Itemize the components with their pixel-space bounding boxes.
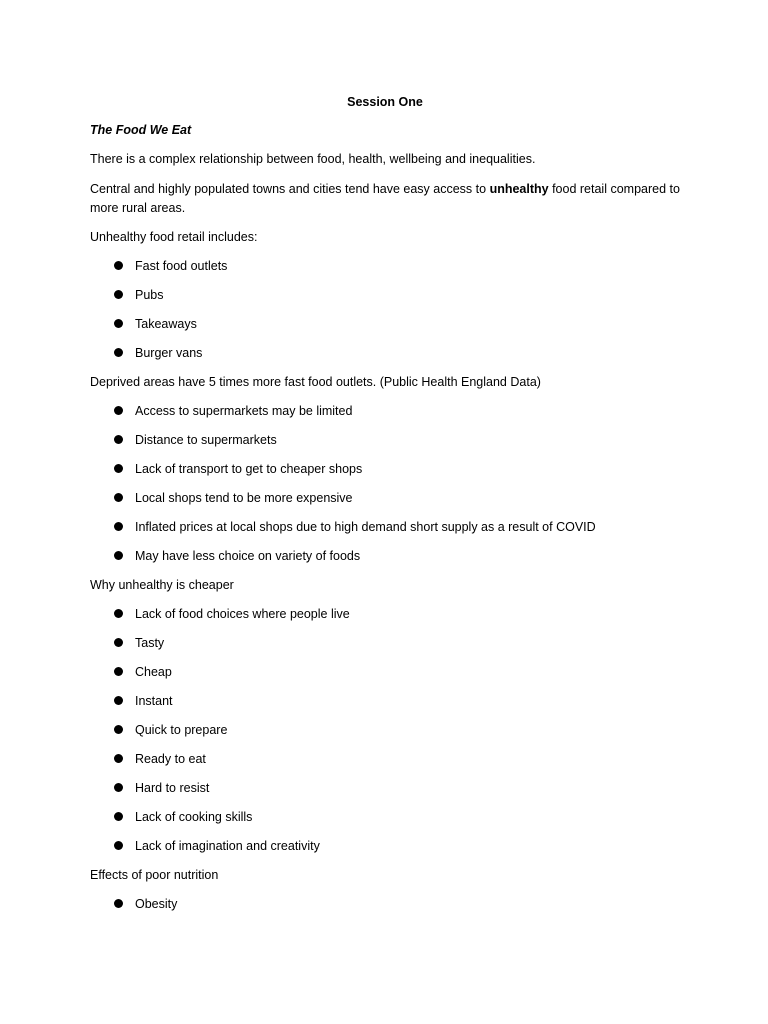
- list-item-text: Obesity: [135, 897, 178, 911]
- list-item-text: Takeaways: [135, 317, 197, 331]
- deprived-heading: Deprived areas have 5 times more fast food outlets. (Public Health England Data): [90, 375, 541, 389]
- list-item-text: Burger vans: [135, 346, 203, 360]
- list-item: [90, 722, 680, 751]
- intro-paragraph: There is a complex relationship between food, health, wellbeing and inequalities.: [90, 152, 536, 166]
- list-item-text: Cheap: [135, 665, 172, 679]
- list-item: [90, 664, 680, 693]
- list-item: [90, 490, 680, 519]
- why-cheaper-list: [90, 606, 680, 867]
- bullet-icon: [114, 290, 123, 299]
- list-item: [90, 403, 680, 432]
- list-item: [90, 287, 680, 316]
- list-item-text: Quick to prepare: [135, 723, 228, 737]
- access-text-before: Central and highly populated towns and cities tend have easy access to: [90, 182, 490, 196]
- bullet-icon: [114, 812, 123, 821]
- bullet-icon: [114, 319, 123, 328]
- list-item: [90, 432, 680, 461]
- access-paragraph: [90, 180, 680, 218]
- bullet-icon: [114, 783, 123, 792]
- list-item-text: Access to supermarkets may be limited: [135, 404, 353, 418]
- list-item: [90, 548, 680, 577]
- bullet-icon: [114, 261, 123, 270]
- list-item: [90, 606, 680, 635]
- list-item: [90, 461, 680, 490]
- section-subtitle: The Food We Eat: [90, 123, 192, 137]
- bullet-icon: [114, 551, 123, 560]
- bullet-icon: [114, 841, 123, 850]
- bullet-icon: [114, 754, 123, 763]
- access-text-after: food retail compared to more rural areas.: [90, 182, 680, 215]
- unhealthy-retail-list: [90, 258, 680, 374]
- bullet-icon: [114, 493, 123, 502]
- list-item-text: Fast food outlets: [135, 259, 228, 273]
- bullet-icon: [114, 667, 123, 676]
- bullet-icon: [114, 609, 123, 618]
- effects-list: [90, 896, 680, 912]
- list-item: [90, 751, 680, 780]
- list-item: [90, 693, 680, 722]
- list-item-text: Hard to resist: [135, 781, 210, 795]
- bullet-icon: [114, 522, 123, 531]
- list-item-text: Instant: [135, 694, 173, 708]
- document-title: Session One: [347, 95, 423, 109]
- list-item-text: Tasty: [135, 636, 165, 650]
- bullet-icon: [114, 435, 123, 444]
- deprived-areas-list: [90, 403, 680, 577]
- cheaper-heading: Why unhealthy is cheaper: [90, 578, 234, 592]
- bullet-icon: [114, 348, 123, 357]
- bullet-icon: [114, 406, 123, 415]
- list-item-text: May have less choice on variety of foods: [135, 549, 361, 563]
- list-item-text: Pubs: [135, 288, 164, 302]
- list-item-text: Local shops tend to be more expensive: [135, 491, 353, 505]
- list-item-text: Inflated prices at local shops due to high demand short supply as a result of COVID: [135, 520, 596, 534]
- access-text-bold: unhealthy: [489, 182, 549, 196]
- list-item: [90, 780, 680, 809]
- list-item: [90, 345, 680, 374]
- list-item-text: Lack of transport to get to cheaper shops: [135, 462, 363, 476]
- list-item-text: Lack of cooking skills: [135, 810, 253, 824]
- list-item: [90, 316, 680, 345]
- list-item-text: Distance to supermarkets: [135, 433, 277, 447]
- list-item: [90, 519, 680, 548]
- list-item: [90, 809, 680, 838]
- list-item-text: Lack of imagination and creativity: [135, 839, 320, 853]
- bullet-icon: [114, 696, 123, 705]
- bullet-icon: [114, 638, 123, 647]
- list-item: [90, 258, 680, 287]
- document-body: [90, 94, 680, 925]
- bullet-icon: [114, 725, 123, 734]
- unhealthy-retail-heading: Unhealthy food retail includes:: [90, 230, 258, 244]
- bullet-icon: [114, 899, 123, 908]
- bullet-icon: [114, 464, 123, 473]
- list-item-text: Lack of food choices where people live: [135, 607, 350, 621]
- list-item: [90, 838, 680, 867]
- list-item: [90, 896, 680, 912]
- list-item-text: Ready to eat: [135, 752, 206, 766]
- list-item: [90, 635, 680, 664]
- effects-heading: Effects of poor nutrition: [90, 868, 219, 882]
